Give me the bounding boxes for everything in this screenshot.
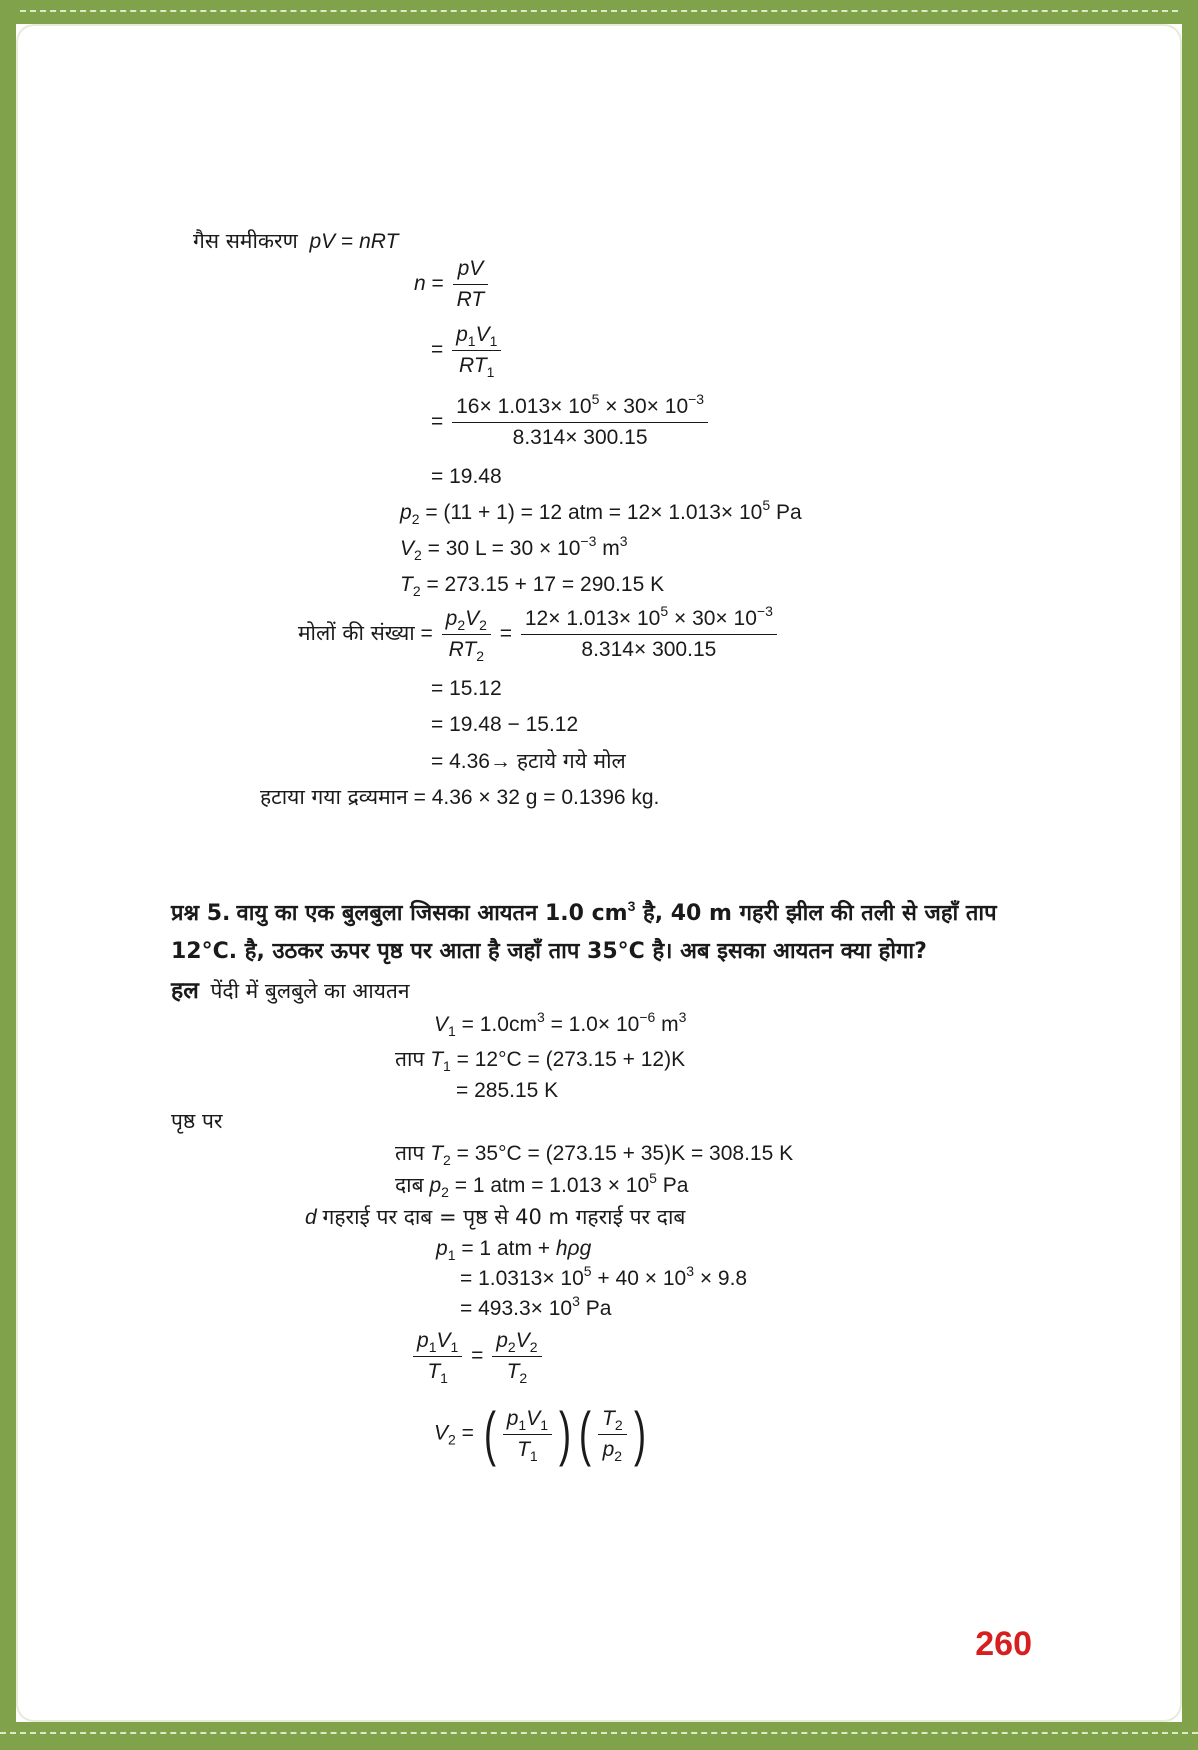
moles-line: मोलों की संख्या = $\frac{p_2V_2}{RT_2}$ = $\frac{12\times 1.013\times 10^5 \times 30\times 10^{-3}}{8.314\times 300.15}$ [298,606,780,663]
top-border [0,0,1198,24]
moles-label: मोलों की संख्या [298,621,415,646]
p2-line: $p_2 = (11 + 1) = 12$ atm = $12\times 1.013\times 10^5$ Pa [400,497,802,527]
p1-result-line: = $493.3\times 10^3$ Pa [460,1293,612,1320]
t2-line: $T_2 = 273.15 + 17 = 290.15$ K [400,573,665,599]
calc-denominator: 8.314× 300.15 [512,426,648,449]
surface-label: पृष्ठ पर [171,1109,223,1133]
question-text-2: 12°C. है, उठकर ऊपर पृष्ठ पर आता है जहाँ ताप 35°C है। अब इसका आयतन क्या होगा? [171,939,927,964]
bottom-border [0,1722,1198,1750]
calc2-numerator: 12× 1.013× 10 [524,607,661,630]
bottom-volume-label: पेंदी में बुलबुले का आयतन [210,979,410,1003]
removed-mass-label: हटाया गया द्रव्यमान [260,785,408,809]
depth-pressure-line: d गहराई पर दाब = पृष्ठ से 40 m गहराई पर दाब [305,1205,686,1229]
question-text-1b: है, 40 m गहरी झील की तली से जहाँ ताप [635,901,997,926]
solution-heading [171,978,410,1005]
calc-numerator: 16× 1.013× 10 [456,395,592,418]
removed-mass-value: = 4.36 × 32 g = 0.1396 kg. [413,786,660,809]
v2-line: $V_2 = 30$ $L = 30 \times 10^{-3}$ $m^3$ [400,533,628,563]
page [16,24,1182,1722]
v2-expression: $V_2$ = ( $\frac{p_1V_1}{T_1}$ ) ( $\frac{T_2}{p_2}$ ) [434,1400,646,1467]
left-border [0,0,16,1750]
question-line-2 [171,938,927,965]
n-formula-2: = $\frac{p_1V_1}{RT_1}$ [431,322,504,379]
removed-mass-line [260,784,659,811]
depth-pressure-text: गहराई पर दाब = पृष्ठ से 40 m गहराई पर दाब [322,1205,686,1229]
difference-line: = 19.48 − 15.12 [431,713,579,736]
t1-line: ताप $T_1 = 12^\circ C = (273.15 + 12)K$ [395,1047,686,1074]
gas-law-equation: $\frac{p_1V_1}{T_1}$ = $\frac{p_2V_2}{T_2}$ [410,1328,545,1385]
removed-moles-label: हटाये गये मोल [516,749,626,773]
v1-line: $V_1 = 1.0cm^3 = 1.0\times 10^{-6}$ $m^3$ [434,1009,687,1039]
n-result: = 19.48 [431,465,502,488]
moles-result: = 15.12 [431,677,502,700]
n-formula: n = $\frac{pV}{RT}$ [414,256,491,313]
right-border [1182,0,1198,1750]
pressure-label: दाब [395,1173,424,1197]
calc2-denominator: 8.314× 300.15 [581,638,717,661]
p1-line: $p_1 = 1$ atm + hρg [436,1237,592,1263]
page-number: 260 [975,1625,1032,1663]
n-calc: = $\frac{16\times 1.013\times 10^5 \times 30\times 10^{-3}}{8.314\times 300.15}$ [431,394,711,451]
p1-calc-line: = $1.0313\times 10^5 + 40 \times 10^3 \times 9.8$ [460,1263,748,1290]
p2-surface-line: दाब $p_2 = 1$ atm = $1.013 \times 10^5$ Pa [395,1170,689,1200]
t2-surface-line: ताप $T_2 = 35^\circ C = (273.15 + 35)K = 308.15$ K [395,1141,794,1168]
gas-eq-formula: pV = nRT [309,230,399,253]
question-text-1: वायु का एक बुलबुला जिसका आयतन 1.0 cm [236,901,628,926]
solution-label: हल [171,978,199,1004]
surface-label-line [171,1108,223,1135]
p1-result-value: = 493.3× 10 [460,1297,573,1320]
question-line-1: प्रश्न 5. वायु का एक बुलबुला जिसका आयतन 1.0 $cm^3$ है, 40 m गहरी झील की तली से जहाँ ताप [171,898,997,926]
temp-label-1: ताप [395,1047,425,1071]
question-label: प्रश्न 5. [171,901,231,926]
temp-label-2: ताप [395,1141,425,1165]
removed-moles-value: = 4.36→ [431,750,511,773]
t1-result: = 285.15 K [456,1079,559,1102]
gas-eq-label: गैस समीकरण [193,229,298,253]
p1-calc-value: = 1.0313× 10 [460,1267,584,1290]
removed-moles-line [431,748,626,775]
gas-equation-line [193,228,398,255]
